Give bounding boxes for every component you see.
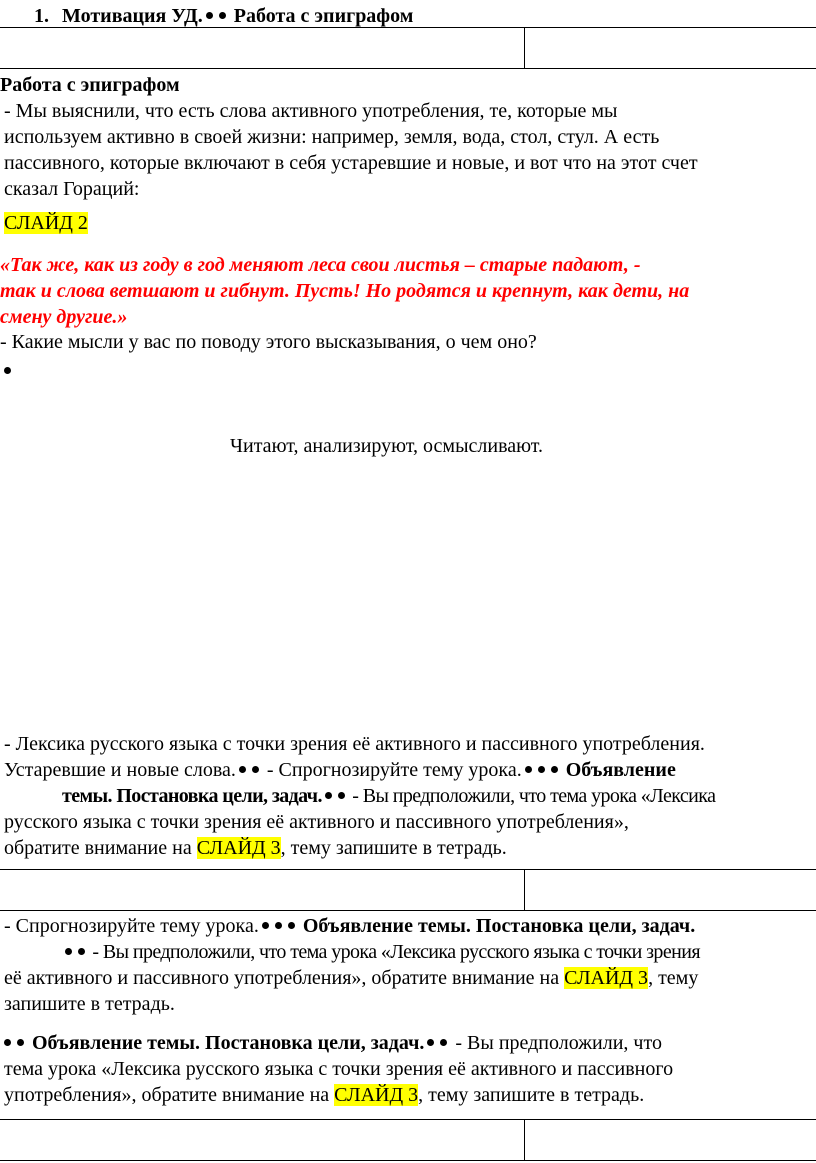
- center-text: Читают, анализируют, осмысливают.: [230, 435, 544, 457]
- text-segment: Устаревшие и новые слова.: [4, 759, 236, 781]
- quote-line: «Так же, как из году в год меняют леса свои листья – старые падают, -: [0, 254, 641, 276]
- text-segment: , тему запишите в тетрадь.: [280, 837, 507, 859]
- bullet-icon: [252, 766, 259, 773]
- bullet-icon: [427, 1039, 434, 1046]
- table-border: [0, 910, 816, 911]
- paragraph-line: [4, 913, 695, 939]
- paragraph-line: русского языка с точки зрения её активного и пассивного употребления»,: [4, 811, 629, 833]
- paragraph-line: сказал Гораций:: [4, 178, 140, 200]
- slide-marker: СЛАЙД 3: [196, 837, 281, 859]
- header-title-b: Работа с эпиграфом: [233, 5, 414, 27]
- table-border: [0, 869, 816, 870]
- bullet-icon: [17, 1039, 24, 1046]
- paragraph-line: запишите в тетрадь.: [4, 993, 175, 1015]
- quote-line: смену другие.»: [0, 306, 128, 328]
- paragraph-line: тема урока «Лексика русского языка с точки зрения её активного и пассивного: [4, 1058, 674, 1080]
- table-divider: [524, 27, 525, 68]
- text-segment: , тему запишите в тетрадь.: [418, 1084, 645, 1106]
- text-segment: - Вы предположили, что: [450, 1032, 662, 1054]
- bullet-icon: [78, 948, 85, 955]
- paragraph-line: - Мы выяснили, что есть слова активного употребления, те, которые мы: [4, 100, 618, 122]
- bullet-icon: [4, 367, 11, 374]
- section-header: [34, 3, 413, 29]
- slide-marker: СЛАЙД 3: [334, 1084, 419, 1106]
- bullet-icon: [288, 922, 295, 929]
- table-divider: [524, 869, 525, 910]
- table-border: [0, 68, 816, 69]
- paragraph-line: [4, 965, 698, 991]
- paragraph-line: [4, 835, 507, 861]
- bullet-icon: [4, 1039, 11, 1046]
- paragraph-line: используем активно в своей жизни: например, земля, вода, стол, стул. А есть: [4, 126, 660, 148]
- text-segment: употребления», обратите внимание на: [4, 1084, 335, 1106]
- bullet-icon: [338, 792, 345, 799]
- text-segment: - Спрогнозируйте тему урока.: [261, 759, 522, 781]
- bullet-icon: [551, 766, 558, 773]
- text-segment: - Вы предположили, что тема урока «Лексика русского языка с точки зрения: [88, 941, 700, 963]
- table-divider: [524, 1119, 525, 1160]
- text-segment: - Спрогнозируйте тему урока.: [4, 915, 259, 937]
- bullet-icon: [440, 1039, 447, 1046]
- paragraph-line: [62, 939, 700, 965]
- paragraph-line: пассивного, которые включают в себя устаревшие и новые, и вот что на этот счет: [4, 152, 698, 174]
- bullet-icon: [65, 948, 72, 955]
- table-border: [0, 1119, 816, 1120]
- bullet-icon: [525, 766, 532, 773]
- section-heading: Работа с эпиграфом: [0, 74, 180, 96]
- paragraph-line: [4, 1082, 644, 1108]
- header-title-a: Мотивация УД.: [62, 5, 203, 27]
- slide-marker: СЛАЙД 2: [4, 212, 88, 234]
- paragraph-line: - Лексика русского языка с точки зрения её активного и пассивного употребления.: [4, 733, 705, 755]
- table-border: [0, 1160, 816, 1161]
- bullet-icon: [239, 766, 246, 773]
- bullet-icon: [206, 12, 213, 19]
- header-number: 1.: [34, 5, 49, 27]
- text-segment: , тему: [648, 967, 699, 989]
- text-segment: темы. Постановка цели, задач.: [62, 785, 322, 807]
- paragraph-line: [4, 757, 676, 783]
- text-segment: Объявление: [565, 759, 676, 781]
- quote-line: так и слова ветшают и гибнут. Пусть! Но родятся и крепнут, как дети, на: [0, 280, 690, 302]
- text-segment: Объявление темы. Постановка цели, задач.: [302, 915, 696, 937]
- text-segment: её активного и пассивного употребления», обратите внимание на: [4, 967, 565, 989]
- paragraph-line: [4, 1030, 662, 1056]
- text-segment: - Вы предположили, что тема урока «Лексика: [347, 785, 716, 807]
- bullet-icon: [262, 922, 269, 929]
- bullet-icon: [538, 766, 545, 773]
- bullet-icon: [219, 12, 226, 19]
- bullet-icon: [275, 922, 282, 929]
- text-segment: Объявление темы. Постановка цели, задач.: [32, 1032, 425, 1054]
- bullet-icon: [325, 792, 332, 799]
- table-border: [0, 27, 816, 28]
- paragraph-line: [62, 783, 715, 809]
- slide-marker: СЛАЙД 3: [564, 967, 649, 989]
- question-line: - Какие мысли у вас по поводу этого высказывания, о чем оно?: [0, 331, 537, 353]
- text-segment: обратите внимание на: [4, 837, 197, 859]
